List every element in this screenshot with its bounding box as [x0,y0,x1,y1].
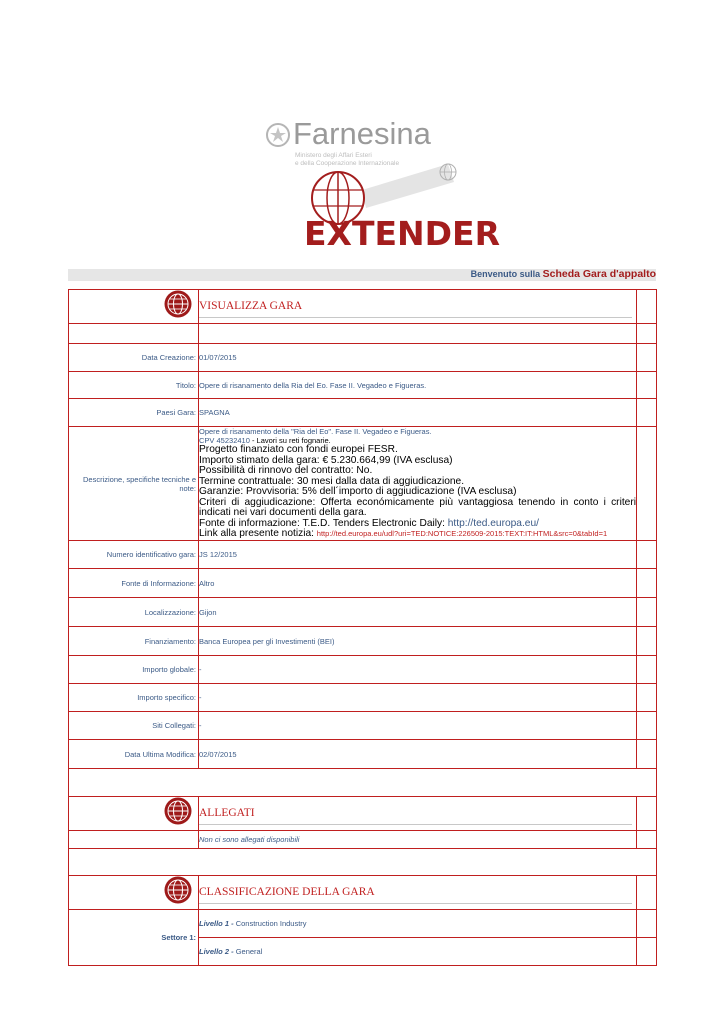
globe-icon [164,290,192,318]
label-siti: Siti Collegati: [69,712,199,740]
livello-1-label: Livello 1 - [199,919,234,928]
section-title-visualizza: VISUALIZZA GARA [199,296,632,318]
label-finanziamento: Finanziamento: [69,627,199,656]
desc-p1: Progetto finanziato con fondi europei FESR. [199,444,398,455]
value-importo-specifico: - [199,684,637,712]
label-localizzazione: Localizzazione: [69,598,199,627]
row-livello-1 [69,910,657,938]
value-titolo: Opere di risanamento della Ria del Eo. Fase II. Vegadeo e Figueras. [199,372,637,399]
desc-line-1: Opere di risanamento della "Ria del Eo". Fase II. Vegadeo e Figueras. [199,427,432,436]
spacer-row [69,324,657,344]
label-ultima-modifica: Data Ultima Modifica: [69,740,199,769]
ted-link[interactable]: http://ted.europa.eu/ [447,517,539,529]
value-paesi: SPAGNA [199,399,637,427]
value-data-creazione: 01/07/2015 [199,344,637,372]
row-siti [69,712,657,740]
desc-p7-prefix: Fonte di informazione: T.E.D. Tenders Electronic Daily: [199,517,448,529]
section-title-classificazione: CLASSIFICAZIONE DELLA GARA [199,882,632,904]
farnesina-wordmark: Farnesina [293,116,431,151]
row-allegati [69,831,657,849]
spacer-row [69,769,657,797]
value-localizzazione: Gijon [199,598,637,627]
row-numero [69,541,657,569]
label-numero: Numero identificativo gara: [69,541,199,569]
value-importo-globale: - [199,656,637,684]
farnesina-subtitle-2: e della Cooperazione Internazionale [295,160,400,167]
extender-logo [300,160,501,255]
value-numero: JS 12/2015 [199,541,637,569]
row-paesi [69,399,657,427]
row-finanziamento [69,627,657,656]
label-descrizione: Descrizione, specifiche tecniche e note: [69,427,199,541]
label-importo-globale: Importo globale: [69,656,199,684]
section-title-allegati: ALLEGATI [199,803,632,825]
row-localizzazione [69,598,657,627]
desc-p4: Termine contrattuale: 30 mesi dalla data di aggiudicazione. [199,475,465,487]
globe-icon [164,797,192,825]
welcome-bar [68,269,656,281]
value-livello-2 [199,938,637,966]
desc-p8 [199,529,636,540]
desc-p2: Importo stimato della gara: € 5.230.664,99 (IVA esclusa) [199,454,453,466]
tender-detail-table [68,289,657,966]
section-header-classificazione [69,876,657,910]
globe-icon [164,876,192,904]
row-importo-globale [69,656,657,684]
desc-p8-prefix: Link alla presente notizia: [199,528,317,539]
livello-1-value: Construction Industry [235,919,307,928]
desc-p6: Criteri di aggiudicazione: Offerta económicamente più vantaggiosa tenendo in conto i criteri indicati nei vari documenti della gara. [199,496,636,518]
cpv-text: - Lavori su reti fognarie. [249,436,331,445]
row-ultima-modifica [69,740,657,769]
livello-2-label: Livello 2 - [199,947,234,956]
row-importo-specifico [69,684,657,712]
row-descrizione [69,427,657,541]
desc-p5: Garanzie: Provvisoria: 5% dell´importo di aggiudicazione (IVA esclusa) [199,486,517,497]
section-header-visualizza [69,290,657,324]
notice-link[interactable]: http://ted.europa.eu/udl?uri=TED:NOTICE:226509-2015:TEXT:IT:HTML&src=0&tabId=1 [316,529,608,538]
livello-2-value: General [235,947,263,956]
value-siti: - [199,712,637,740]
section-header-allegati [69,797,657,831]
label-data-creazione: Data Creazione: [69,344,199,372]
label-settore-1: Settore 1: [69,910,199,966]
welcome-prefix: Benvenuto sulla [470,269,541,279]
value-fonte: Altro [199,569,637,598]
label-fonte: Fonte di Informazione: [69,569,199,598]
desc-p3: Possibilità di rinnovo del contratto: No. [199,465,373,476]
cpv-code: CPV 45232410 [199,436,250,445]
value-descrizione [199,427,637,541]
row-data-creazione [69,344,657,372]
value-ultima-modifica: 02/07/2015 [199,740,637,769]
row-fonte [69,569,657,598]
allegati-empty-message: Non ci sono allegati disponibili [199,831,637,849]
value-finanziamento: Banca Europea per gli Investimenti (BEI) [199,627,637,656]
welcome-title: Scheda Gara d'appalto [542,268,656,280]
welcome-text [471,268,656,280]
label-importo-specifico: Importo specifico: [69,684,199,712]
label-titolo: Titolo: [69,372,199,399]
extender-wordmark: EXTENDER [304,214,501,253]
row-titolo [69,372,657,399]
value-livello-1 [199,910,637,938]
farnesina-subtitle-1: Ministero degli Affari Esteri [295,152,372,159]
label-paesi: Paesi Gara: [69,399,199,427]
spacer-row [69,849,657,876]
emblem-icon [265,120,291,150]
